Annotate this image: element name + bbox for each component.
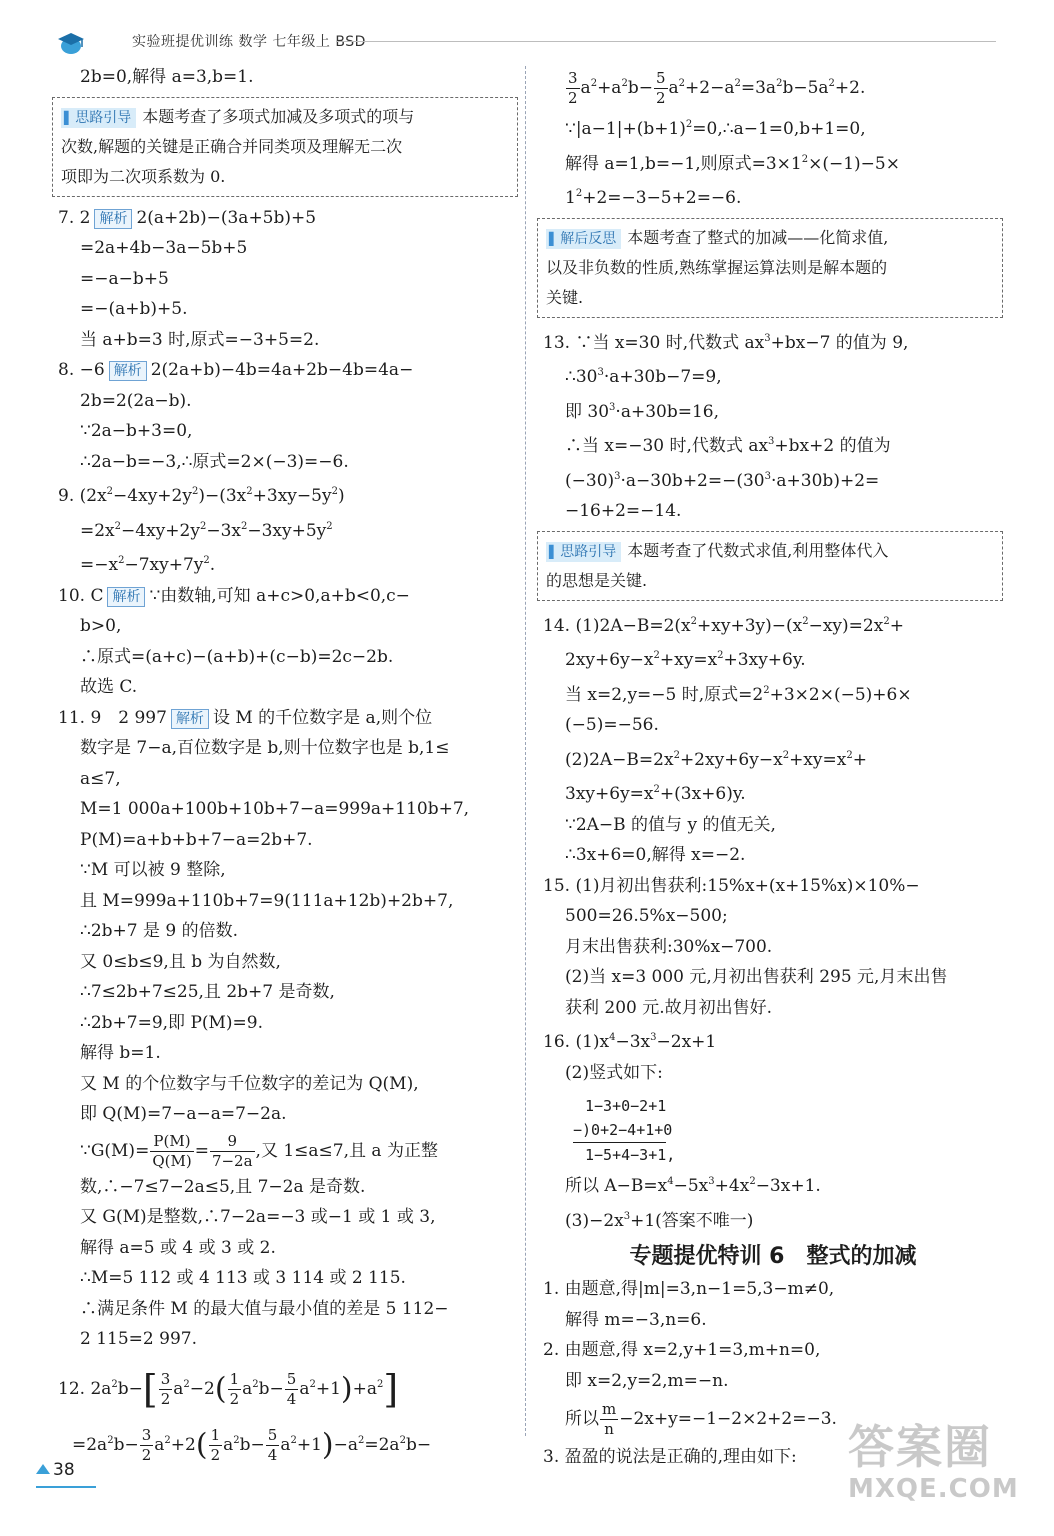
book-title: 实验班提优训练 数学 七年级上 BSD	[132, 34, 366, 50]
solution-line: b>0,	[80, 616, 122, 636]
special-q2-line: 2. 由题意,得 x=2,y+1=3,m+n=0,	[543, 1340, 821, 1360]
hint-text: 次数,解题的关键是正确合并同类项及理解无二次	[61, 136, 403, 156]
solution-line: ∴2b+7=9,即 P(M)=9.	[80, 1012, 264, 1033]
reflection-text: 本题考查了整式的加减——化简求值,	[627, 227, 889, 247]
solution-line: $\therefore 30^3\cdot a+30b-7=9$,	[565, 367, 722, 387]
solution-line: 当 a+b=3 时,原式=−3+5=2.	[80, 329, 320, 350]
solution-line: ∴当 x=−30 时,代数式 $ax^3+bx+2$ 的值为	[565, 436, 891, 456]
fraction: $\frac{9}{7-2a}$	[211, 1131, 253, 1170]
solution-line: $2xy+6y-x^2+xy=x^2+3xy+6y$.	[565, 650, 806, 670]
hint-label: ▌ 思路引导	[546, 542, 621, 562]
solution-line: 2(a+2b)−(3a+5b)+5	[136, 207, 317, 228]
solution-line: 解得 a=5 或 4 或 3 或 2.	[80, 1237, 276, 1258]
solution-line: 2(2a+b)−4b=4a+2b−4b=4a−	[150, 360, 414, 380]
solution-line: 解得 a=1,b=−1,则原式$=3\times 1^2\times(-1)-5\times$	[565, 153, 900, 174]
graduation-cap-icon	[56, 30, 86, 56]
solution-line: $=2a^2b-$ $\frac{3}{2}$ $a^2+2$( $\frac{1}{2}$ $a^2b-$ $\frac{5}{4}$ $a^2+1)-a^2=2a^2b-$	[72, 1425, 432, 1464]
solution-line: 获利 200 元.故月初出售好.	[565, 997, 773, 1018]
header-rule	[336, 41, 996, 42]
solution-line: $=-x^2-7xy+7y^2$.	[80, 555, 216, 575]
section-title: 专题提优特训 6 整式的加减	[629, 1244, 917, 1269]
solution-line: ∴原式=(a+c)−(a+b)+(c−b)=2c−2b.	[80, 646, 394, 667]
analysis-tag: 解析	[109, 361, 147, 381]
solution-line: 且 M=999a+110b+7=9(111a+12b)+2b+7,	[80, 890, 454, 911]
solution-line: $3xy+6y=x^2+(3x+6)y$.	[565, 784, 746, 804]
analysis-tag: 解析	[107, 587, 145, 607]
calc-row: −)0+2−4+1+0	[573, 1121, 673, 1139]
solution-line: (2)竖式如下:	[565, 1062, 663, 1083]
hint-text: 的思想是关键.	[546, 570, 648, 590]
solution-line: $(-30)^3\cdot a-30b+2=-(30^3\cdot a+30b)+2=$	[565, 470, 880, 491]
watermark-logo: 答案圈	[848, 1420, 992, 1474]
solution-line: 数,∴−7≤7−2a≤5,且 7−2a 是奇数.	[80, 1176, 366, 1197]
question-12-line: 12. $2a^2b-$[ $\frac{3}{2}$ $a^2-2$( $\frac{1}{2}$ $a^2b-$ $\frac{5}{4}$ $a^2+1)+a^2$]	[58, 1367, 399, 1411]
question-10-answer: 10. C	[58, 585, 104, 606]
solution-line: ∴3x+6=0,解得 x=−2.	[565, 845, 746, 865]
solution-line: ∴2b+7 是 9 的倍数.	[80, 921, 239, 941]
analysis-tag: 解析	[94, 209, 132, 229]
special-q1-line: 1. 由题意,得|m|=3,n−1=5,3−m≠0,	[543, 1279, 835, 1299]
solution-line: 即 x=2,y=2,m=−n.	[565, 1370, 729, 1391]
analysis-tag: 解析	[171, 709, 209, 729]
question-16-line: 16. $(1)x^4-3x^3-2x+1$	[543, 1032, 717, 1052]
solution-line: −16+2=−14.	[565, 501, 682, 521]
solution-line: 即 Q(M)=7−a−a=7−2a.	[80, 1104, 287, 1124]
solution-line: 解得 b=1.	[80, 1043, 161, 1063]
solution-line: ∵2A−B 的值与 y 的值无关,	[565, 814, 776, 835]
solution-line: ∴7≤2b+7≤25,且 2b+7 是奇数,	[80, 982, 335, 1002]
solution-line: ∴满足条件 M 的最大值与最小值的差是 5 112−	[80, 1298, 449, 1319]
solution-line: $\because|a-1|+(b+1)^2=0,\therefore a-1=0,b+1=0$,	[565, 119, 866, 139]
solution-line: 500=26.5%x−500;	[565, 906, 728, 926]
solution-line: 即 $30^3\cdot a+30b=16$,	[565, 401, 719, 422]
solution-line: ∵G(M)= $\frac{P(M)}{Q(M)}$ = $\frac{9}{7-2a}$ ,又 1≤a≤7,且 a 为正整	[80, 1131, 438, 1170]
solution-line: 2b=2(2a−b).	[80, 390, 192, 411]
solution-line: $\frac{3}{2}$ $a^2+a^2b-$ $\frac{5}{2}$ $a^2+2-a^2=3a^2b-5a^2+2$.	[568, 69, 866, 107]
solution-line: a≤7,	[80, 768, 121, 789]
solution-line: $=2x^2-4xy+2y^2-3x^2-3xy+5y^2$	[80, 520, 333, 541]
hint-text: 项即为二次项系数为 0.	[61, 166, 226, 186]
solution-line: 当 x=2,y=−5 时,原式$=2^2+3\times 2\times(-5)+6\times$	[565, 684, 912, 705]
solution-line: 又 G(M)是整数,∴7−2a=−3 或−1 或 1 或 3,	[80, 1207, 436, 1227]
reflection-text: 以及非负数的性质,熟练掌握运算法则是解本题的	[546, 257, 888, 277]
solution-line: M=1 000a+100b+10b+7−a=999a+110b+7,	[80, 799, 470, 819]
fraction: $\frac{P(M)}{Q(M)}$	[152, 1131, 192, 1170]
reflection-box	[537, 218, 1003, 318]
solution-line: 数字是 7−a,百位数字是 b,则十位数字也是 b,1≤	[80, 738, 450, 758]
solution-line: (−5)=−56.	[565, 715, 659, 735]
solution-line: 故选 C.	[80, 677, 138, 697]
question-14-line: 14. $(1)2A-B=2(x^2+xy+3y)-(x^2-xy)=2x^2+$	[543, 615, 904, 636]
solution-line: 月末出售获利:30%x−700.	[565, 936, 773, 957]
left-column	[58, 62, 518, 1471]
solution-line: (2)当 x=3 000 元,月初出售获利 295 元,月末出售	[565, 967, 948, 987]
solution-line: 2 115=2 997.	[80, 1329, 197, 1349]
watermark	[848, 1420, 1028, 1530]
solution-line: 设 M 的千位数字是 a,则个位	[212, 707, 433, 728]
solution-line: =2a+4b−3a−5b+5	[80, 238, 248, 258]
hint-label: ▌ 思路引导	[61, 108, 136, 128]
page-arrow-icon	[36, 1464, 50, 1474]
reflection-label: ▌ 解后反思	[546, 229, 621, 249]
hint-box	[52, 97, 518, 197]
solution-line: 所以 $\frac{m}{n}$ −2x+y=−1−2×2+2=−3.	[565, 1400, 837, 1438]
page-header	[36, 24, 996, 60]
question-13-line: 13. ∵当 x=30 时,代数式 $ax^3+bx-7$ 的值为 9,	[543, 332, 909, 353]
question-7-answer: 7. 2	[58, 207, 91, 228]
solution-line: $1^2+2=-3-5+2=-6$.	[565, 188, 742, 208]
solution-line: 所以 $A-B=x^4-5x^3+4x^2-3x+1$.	[565, 1176, 821, 1196]
page-number-rule	[36, 1486, 96, 1488]
question-9-line: 9. $(2x^2-4xy+2y^2)-(3x^2+3xy-5y^2)$	[58, 486, 345, 506]
solution-line: 解得 m=−3,n=6.	[565, 1309, 707, 1330]
solution-line: =−(a+b)+5.	[80, 299, 188, 319]
calc-row: 1−3+0−2+1	[585, 1097, 667, 1115]
solution-line: ∴2a−b=−3,∴原式=2×(−3)=−6.	[80, 451, 349, 472]
solution-line: ∵由数轴,可知 a+c>0,a+b<0,c−	[149, 585, 410, 606]
special-q3-line: 3. 盈盈的说法是正确的,理由如下:	[543, 1447, 797, 1467]
question-11-answer: 11. 9 2 997	[58, 707, 167, 728]
answer-line: 2b=0,解得 a=3,b=1.	[80, 67, 254, 87]
hint-box	[537, 531, 1003, 601]
solution-line: ∴M=5 112 或 4 113 或 3 114 或 2 115.	[80, 1268, 406, 1288]
solution-line: ∵M 可以被 9 整除,	[80, 860, 226, 880]
solution-line: P(M)=a+b+b+7−a=2b+7.	[80, 829, 313, 850]
page-number: 38	[36, 1460, 75, 1480]
solution-line: 又 0≤b≤9,且 b 为自然数,	[80, 951, 281, 972]
hint-text: 本题考查了代数式求值,利用整体代入	[627, 540, 889, 560]
solution-line: ∵2a−b+3=0,	[80, 421, 193, 441]
question-8-answer: 8. −6	[58, 360, 105, 380]
right-column	[543, 62, 1003, 1473]
watermark-url: MXQE.COM	[848, 1474, 1019, 1504]
calc-result: 1−5+4−3+1	[573, 1142, 666, 1167]
solution-line: =−a−b+5	[80, 268, 169, 289]
vertical-calculation	[573, 1094, 1003, 1167]
solution-line: 又 M 的个位数字与千位数字的差记为 Q(M),	[80, 1073, 419, 1094]
calc-comma: ,	[666, 1146, 676, 1164]
solution-line: $(2)2A-B=2x^2+2xy+6y-x^2+xy=x^2+$	[565, 749, 867, 770]
reflection-text: 关键.	[546, 287, 584, 307]
column-divider	[525, 66, 526, 1436]
question-15-line: 15. (1)月初出售获利:15%x+(x+15%x)×10%−	[543, 875, 920, 896]
hint-text: 本题考查了多项式加减及多项式的项与	[142, 106, 415, 126]
solution-line: $(3)-2x^3+1$(答案不唯一)	[565, 1210, 754, 1231]
